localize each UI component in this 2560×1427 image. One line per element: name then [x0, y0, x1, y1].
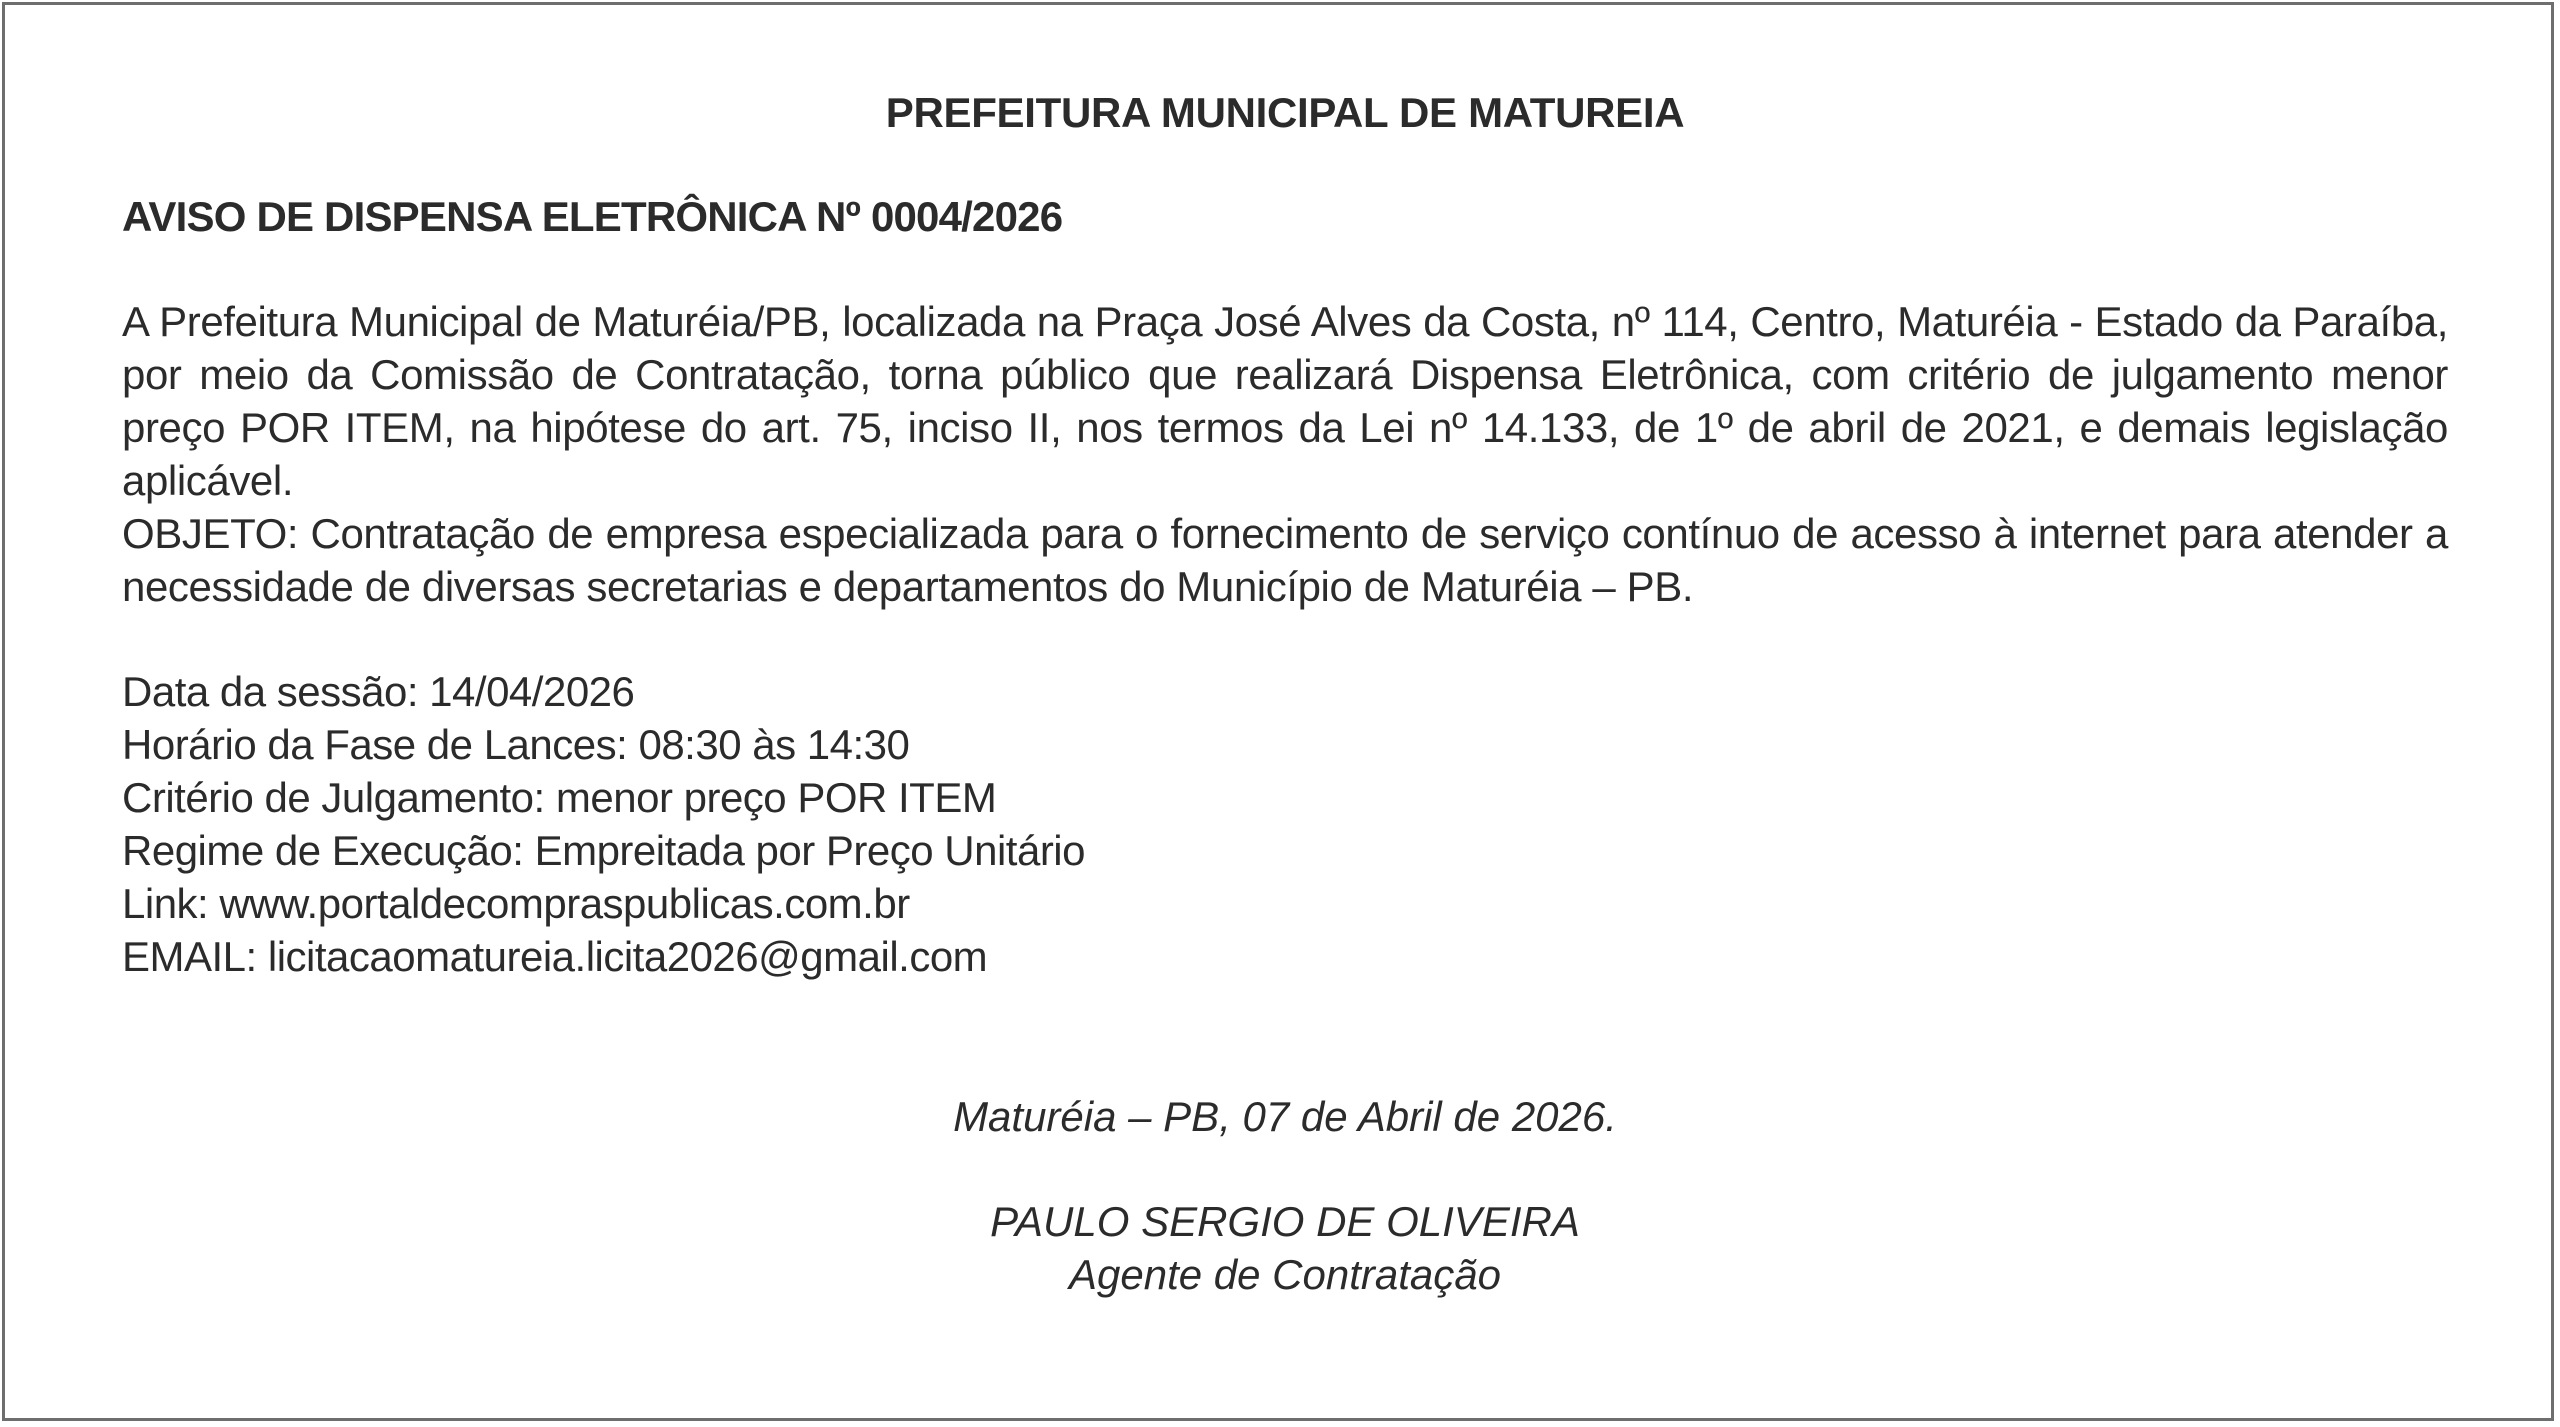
- place-date: Maturéia – PB, 07 de Abril de 2026.: [953, 1093, 1617, 1140]
- signer-role: Agente de Contratação: [1069, 1251, 1501, 1298]
- object-paragraph: OBJETO: Contratação de empresa especializada para o fornecimento de serviço contínuo de acesso à internet para atender a necessidade de diversas secretarias e departamentos do Município de Maturéia – PB.: [122, 510, 2448, 610]
- judgment-criterion: Critério de Julgamento: menor preço POR ITEM: [122, 774, 997, 821]
- intro-paragraph: A Prefeitura Municipal de Maturéia/PB, localizada na Praça José Alves da Costa, nº 114, Centro, Maturéia - Estado da Paraíba, por meio da Comissão de Contratação, torna público que realizará Dispensa Eletrônica, com critério de julgamento menor preço POR ITEM, na hipótese do art. 75, inciso II, nos termos da Lei nº 14.133, de 1º de abril de 2021, e demais legislação aplicável.: [122, 298, 2448, 504]
- organization-title: PREFEITURA MUNICIPAL DE MATUREIA: [885, 89, 1685, 136]
- portal-link: Link: www.portaldecompraspublicas.com.br: [122, 880, 910, 927]
- session-date: Data da sessão: 14/04/2026: [122, 668, 635, 715]
- bidding-hours: Horário da Fase de Lances: 08:30 às 14:30: [122, 721, 910, 768]
- notice-frame: [2, 2, 2554, 1421]
- execution-regime: Regime de Execução: Empreitada por Preço Unitário: [122, 827, 1085, 874]
- signature-block: [122, 1090, 2448, 1301]
- session-details: [122, 665, 2448, 983]
- notice-heading: AVISO DE DISPENSA ELETRÔNICA Nº 0004/2026: [122, 193, 1063, 240]
- signer-name: PAULO SERGIO DE OLIVEIRA: [990, 1198, 1580, 1245]
- contact-email: EMAIL: licitacaomatureia.licita2026@gmail.com: [122, 933, 988, 980]
- notice-body: [122, 87, 2448, 1301]
